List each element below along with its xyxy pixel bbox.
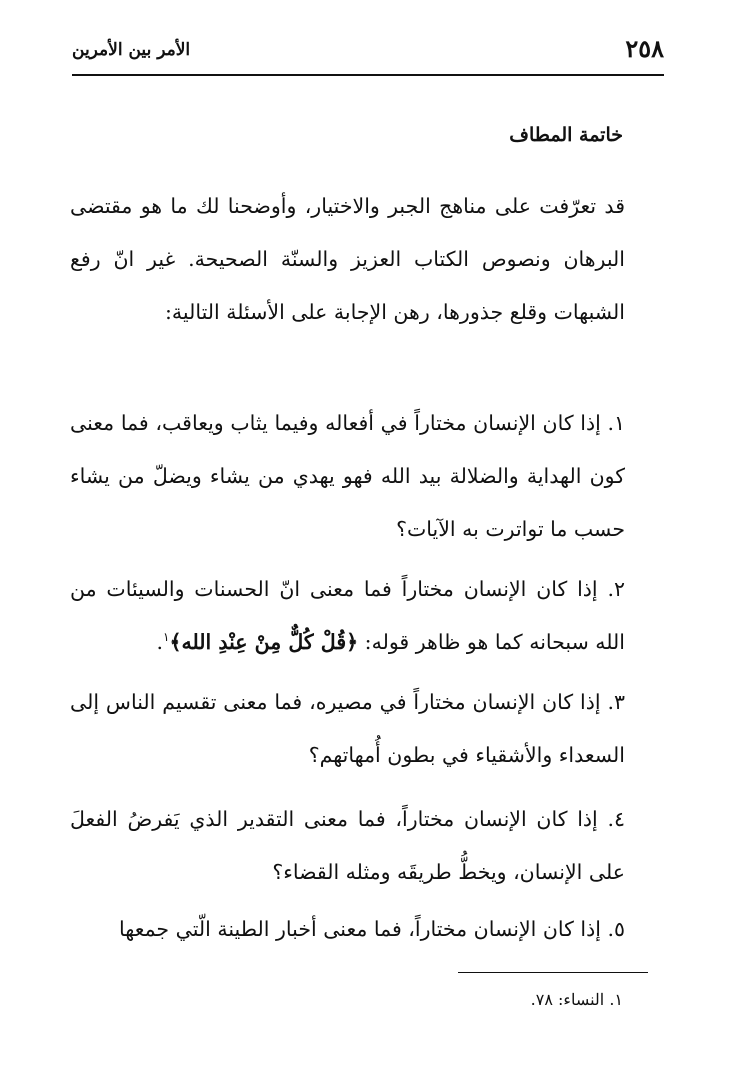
quran-verse: ﴿قُلْ كُلٌّ مِنْ عِنْدِ الله﴾ [169, 630, 359, 654]
question-2 [70, 563, 625, 669]
page-number: ٢٥٨ [625, 34, 664, 63]
page-header [72, 32, 664, 76]
footnote-divider [458, 972, 648, 973]
question-4: ٤. إذا كان الإنسان مختاراً، فما معنى التقدير الذي يَفرضُ الفعلَ على الإنسان، ويخطُّ طريقَه ومثله القضاء؟ [70, 807, 625, 884]
question-2-end: . [156, 630, 164, 654]
running-title: الأمر بين الأمرين [72, 40, 191, 60]
question-5: ٥. إذا كان الإنسان مختاراً، فما معنى أخبار الطينة الّتي جمعها [119, 917, 625, 941]
footnote: ١. النساء: ٧٨. [530, 990, 623, 1009]
question-3: ٣. إذا كان الإنسان مختاراً في مصيره، فما معنى تقسيم الناس إلى السعداء والأشقياء في بطون أُمهاتهم؟ [70, 690, 625, 767]
question-2-text: ٢. إذا كان الإنسان مختاراً فما معنى انّ الحسنات والسيئات من الله سبحانه كما هو ظاهر قوله: [70, 577, 625, 654]
intro-paragraph: قد تعرّفت على مناهج الجبر والاختيار، وأوضحنا لك ما هو مقتضى البرهان ونصوص الكتاب العزيز والسنّة الصحيحة. غير انّ رفع الشبهات وقلع جذورها، رهن الإجابة على الأسئلة التالية: [70, 194, 625, 324]
footnote-marker: ١ [163, 630, 170, 645]
question-1: ١. إذا كان الإنسان مختاراً في أفعاله وفيما يثاب ويعاقب، فما معنى كون الهداية والضلالة بيد الله فهو يهدي من يشاء ويضلّ من يشاء حسب ما تواترت به الآيات؟ [70, 411, 625, 541]
section-title: خاتمة المطاف [509, 124, 623, 146]
